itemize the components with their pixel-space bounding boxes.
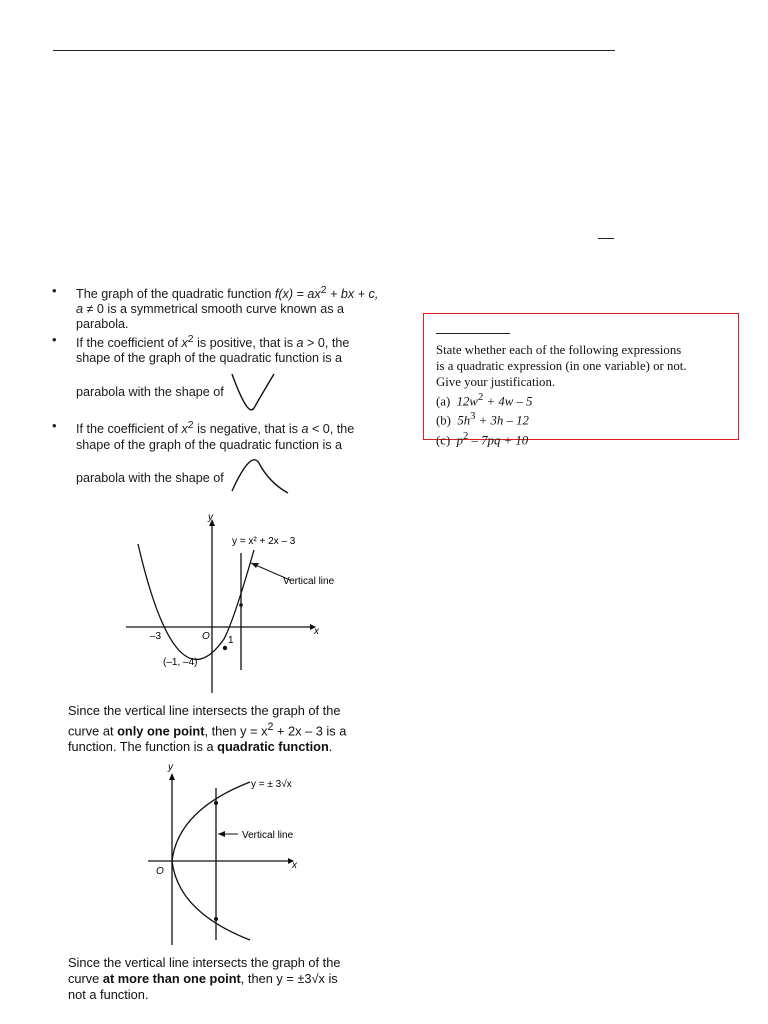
top-divider <box>53 50 615 51</box>
lower-intersection <box>214 917 218 921</box>
short-rule-mark <box>598 238 614 239</box>
exercise-text: State whether each of the following expressions is a quadratic expression (in one variable) or not. Give your justification. (a) $12w^2 + 4w - 5$ (b) $5h^3 + 3h - 12$ (c) $p^2 - 7pq + 10$ <box>436 342 736 448</box>
origin-label: O <box>202 631 210 642</box>
caption-sqrt: Since the vertical line intersects the graph of the curve at more than one point, then y = ±3√x is not a function. <box>68 955 341 1002</box>
origin-label: O <box>156 866 164 877</box>
upper-branch <box>172 782 250 861</box>
y-axis-label: y <box>168 762 173 773</box>
quadratic-graph <box>118 508 335 698</box>
shape-row-upward: parabola with the shape of <box>52 372 397 412</box>
tick-label-neg3: –3 <box>150 631 162 642</box>
note-bullet-1: • The graph of the quadratic function $f(x) = ax^2$ + bx + c, a ≠ 0 is a symmetrical smooth curve known as a parabola. <box>52 283 379 332</box>
exercise-item-a: (a) $12w^2 + 4w - 5$ <box>436 392 533 409</box>
vertex-point <box>223 646 227 650</box>
shape-row-downward: parabola with the shape of <box>52 459 397 499</box>
sqrt-graph <box>138 760 338 950</box>
upper-intersection <box>214 801 218 805</box>
vertical-line-label: Vertical line <box>283 576 335 587</box>
upward-parabola-icon <box>230 372 278 412</box>
exercise-title-rule <box>436 333 510 334</box>
bullet-icon: • <box>52 283 57 298</box>
vertical-line-label: Vertical line <box>242 830 294 841</box>
x-axis-label: x <box>314 626 319 637</box>
equation-label: y = ± 3√x <box>251 779 292 790</box>
exercise-item-c: (c) $p^2 - 7pq + 10$ <box>436 430 529 447</box>
exercise-item-b: (b) $5h^3 + 3h - 12$ <box>436 411 529 428</box>
bullet-icon: • <box>52 332 57 348</box>
notes-section <box>52 283 397 505</box>
vertex-label: (–1, –4) <box>163 657 198 668</box>
equation-label: y = x² + 2x – 3 <box>232 536 296 547</box>
note-bullet-2: • If the coefficient of $x^2$ is positive, that is a > 0, the shape of the graph of the quadratic function is a <box>52 332 350 366</box>
caption-quadratic: Since the vertical line intersects the graph of the curve at only one point, then $y = x^2 + 2x - 3$ is a function. The function is a quadratic function. <box>68 703 347 755</box>
y-axis-arrow <box>169 773 175 780</box>
downward-parabola-icon <box>230 459 292 499</box>
tick-label-1: 1 <box>228 635 234 646</box>
bullet-icon: • <box>52 418 57 434</box>
y-axis-label: y <box>208 512 213 523</box>
intersection-point <box>239 603 243 607</box>
parabola-curve <box>138 544 254 659</box>
x-axis-label: x <box>292 860 297 871</box>
exercise-box <box>423 313 739 447</box>
note-bullet-3: • If the coefficient of $x^2$ is negative, that is a < 0, the shape of the graph of the quadratic function is a <box>52 418 355 452</box>
lower-branch <box>172 861 250 940</box>
